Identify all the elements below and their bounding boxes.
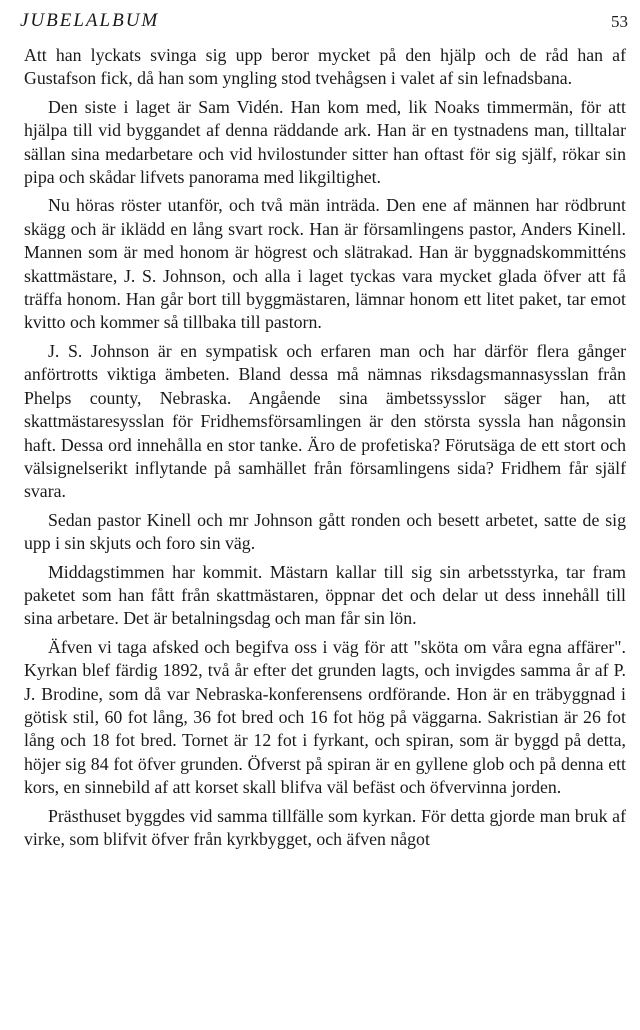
paragraph: J. S. Johnson är en sympatisk och erfaren man och har därför flera gånger anförtrotts viktiga ämbeten. Bland dessa må nämnas riksdagsmannasysslan från Phelps county, Nebraska. Angående sina ämbetssysslor säger han, att skattmästaresysslan för Fridhemsförsamlingen är den största syssla han någonsin haft. Dessa ord innehålla en stor tanke. Äro de profetiska? Förutsäga de ett stort och välsignelserikt inflytande på samhället från församlingens sida? Fridhem får själf svara. xyxy=(24,340,626,502)
paragraph: Middagstimmen har kommit. Mästarn kallar till sig sin arbetsstyrka, tar fram paketet som han fått från skattmästaren, öppnar det och delar ut dess innehåll till sina arbetare. Det är betalningsdag och man får sin lön. xyxy=(24,561,626,629)
paragraph: Sedan pastor Kinell och mr Johnson gått ronden och besett arbetet, satte de sig upp i sin skjuts och foro sin väg. xyxy=(24,509,626,554)
body-text xyxy=(24,44,626,856)
page-number: 53 xyxy=(611,12,628,31)
running-title: JUBELALBUM xyxy=(20,10,160,31)
paragraph: Att han lyckats svinga sig upp beror mycket på den hjälp och de råd han af Gustafson fick, då han som yngling stod tvehågsen i valet af sin lefnadsbana. xyxy=(24,45,626,89)
running-head xyxy=(20,10,628,36)
paragraph: Den siste i laget är Sam Vidén. Han kom med, lik Noaks timmermän, för att hjälpa till vid byggandet af denna räddande ark. Han är en tystnadens man, tilltalar sällan sina medarbetare och vid hvilostunder sitter han oftast för sig själf, rökar sin pipa och skådar lifvets panorama med likgiltighet. xyxy=(24,96,626,188)
paragraph: Nu höras röster utanför, och två män inträda. Den ene af männen har rödbrunt skägg och är iklädd en lång svart rock. Han är församlingens pastor, Anders Kinell. Mannen som är med honom är högrest och slätrakad. Han är byggnadskommitténs skattmästare, J. S. Johnson, och alla i laget tyckas vara mycket glada öfver att få träffa honom. Han går bort till byggmästaren, lämnar honom ett litet paket, tar emot kvitto och kommer så tillbaka till pastorn. xyxy=(24,195,626,333)
paragraph: Äfven vi taga afsked och begifva oss i väg för att "sköta om våra egna affärer". Kyrkan blef färdig 1892, två år efter det grunden lagts, och invigdes samma år af P. J. Brodine, som då var Nebraska-konferensens ordförande. Hon är en träbyggnad i götisk stil, 60 fot lång, 36 fot bred och 16 fot hög på väggarna. Sakristian är 26 fot lång och 18 fot bred. Tornet är 12 fot i fyrkant, och spiran, som är byggd på detta, höjer sig 84 fot öfver grunden. Öfverst på spiran är en gyllene glob och på denna ett kors, en sinnebild af att korset skall blifva väl befäst och öfvervinna jorden. xyxy=(24,636,626,798)
paragraph: Prästhuset byggdes vid samma tillfälle som kyrkan. För detta gjorde man bruk af virke, som blifvit öfver från kyrkbygget, och äfven något xyxy=(24,805,626,849)
